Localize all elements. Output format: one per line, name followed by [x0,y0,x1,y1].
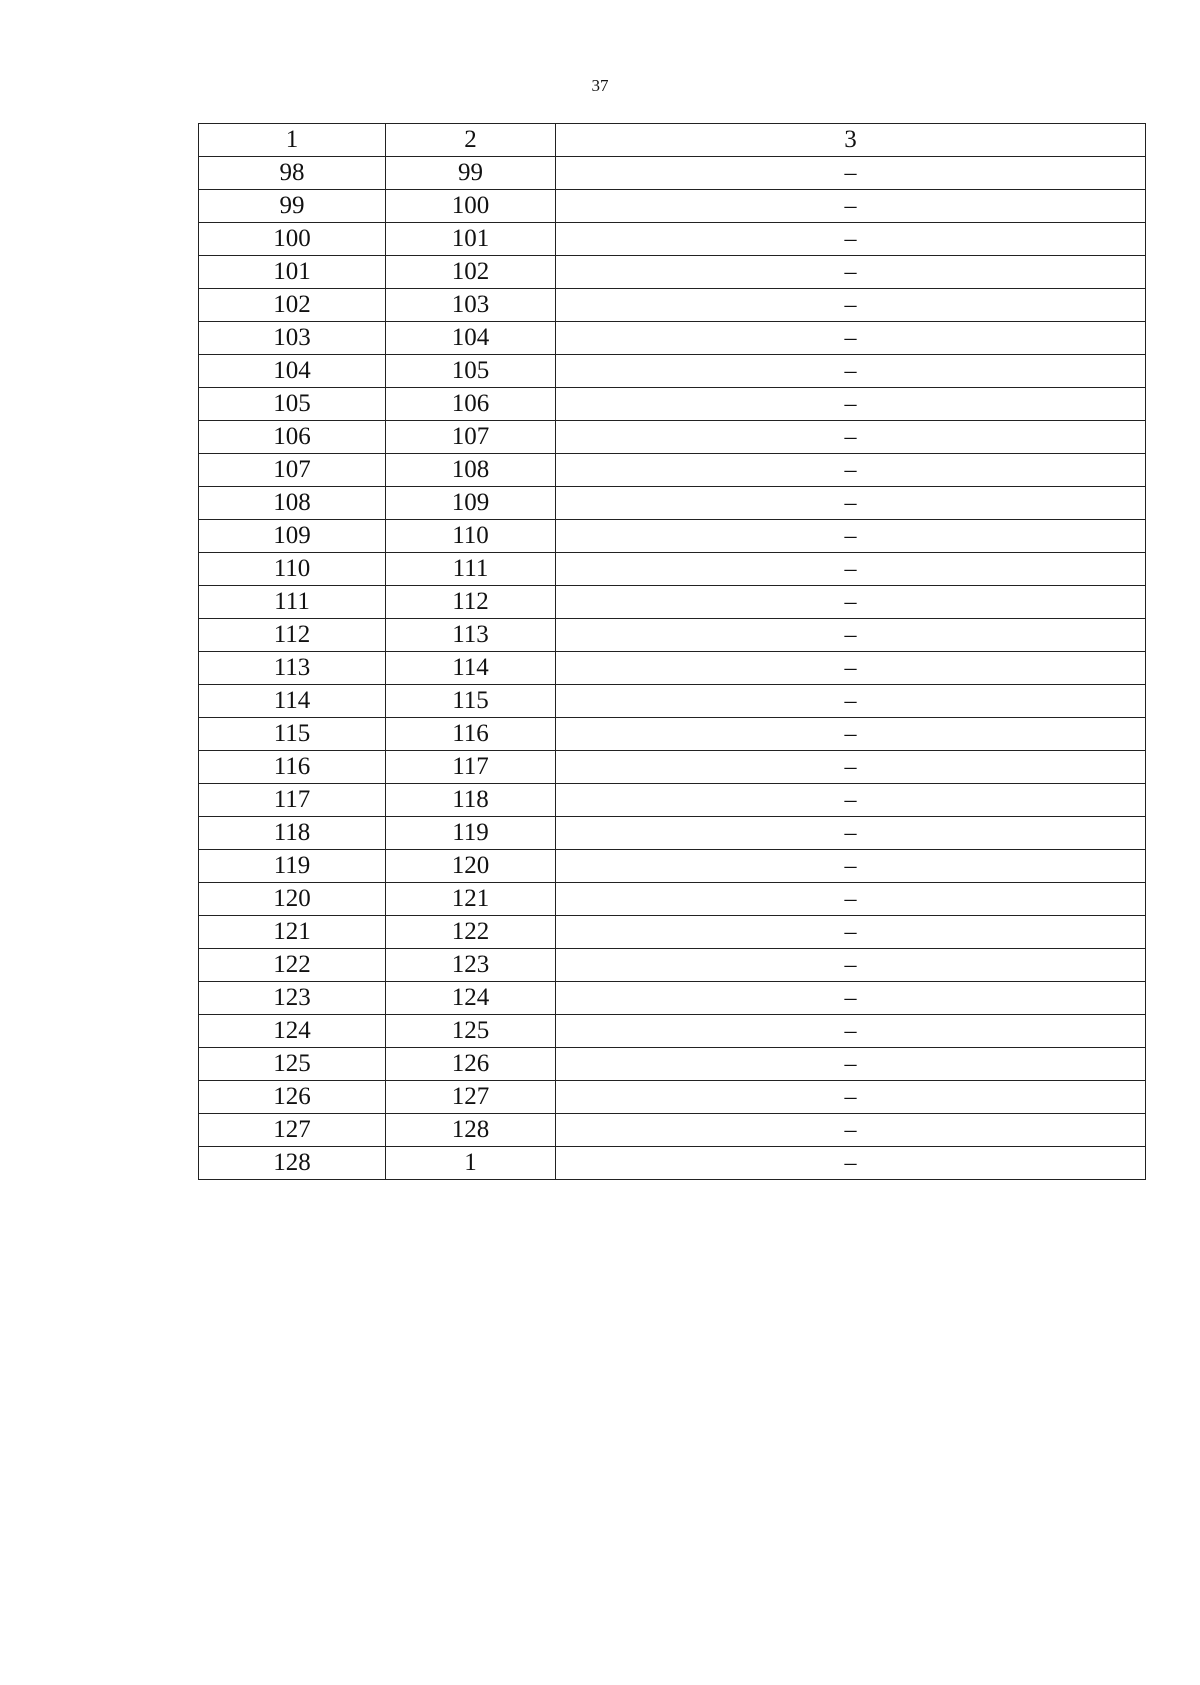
table-cell-col-3: – [556,421,1146,454]
table-cell-col-3: – [556,289,1146,322]
table-cell-col-1: 100 [199,223,386,256]
table-cell-col-3: – [556,1147,1146,1180]
table-cell-col-1: 103 [199,322,386,355]
table-cell-col-2: 112 [386,586,556,619]
table-cell-col-1: 118 [199,817,386,850]
table-cell-col-1: 105 [199,388,386,421]
table-cell-col-3: – [556,1048,1146,1081]
table-cell-col-1: 123 [199,982,386,1015]
table-row [199,1048,1146,1081]
table-cell-col-2: 107 [386,421,556,454]
table-cell-col-3: – [556,784,1146,817]
table-cell-col-1: 104 [199,355,386,388]
table-cell-col-1: 106 [199,421,386,454]
table-row [199,157,1146,190]
table-row [199,421,1146,454]
table-row [199,487,1146,520]
table-cell-col-1: 119 [199,850,386,883]
table-row [199,586,1146,619]
table-cell-col-2: 128 [386,1114,556,1147]
table-cell-col-1: 102 [199,289,386,322]
table-cell-col-2: 111 [386,553,556,586]
table-cell-col-1: 116 [199,751,386,784]
table-cell-col-3: – [556,190,1146,223]
table-cell-col-2: 116 [386,718,556,751]
table-cell-col-3: – [556,850,1146,883]
table-cell-col-1: 111 [199,586,386,619]
table-cell-col-3: – [556,619,1146,652]
table-cell-col-2: 101 [386,223,556,256]
table-cell-col-3: – [556,553,1146,586]
table-cell-col-1: 121 [199,916,386,949]
table-row [199,817,1146,850]
table-row [199,1015,1146,1048]
table-cell-col-2: 123 [386,949,556,982]
table-cell-col-3: – [556,256,1146,289]
column-header-2: 2 [386,124,556,157]
table-row [199,718,1146,751]
table-cell-col-2: 122 [386,916,556,949]
table-row [199,883,1146,916]
table-row [199,256,1146,289]
table-cell-col-1: 126 [199,1081,386,1114]
table-cell-col-2: 118 [386,784,556,817]
table-cell-col-3: – [556,685,1146,718]
table-row [199,916,1146,949]
table-cell-col-1: 125 [199,1048,386,1081]
table-cell-col-1: 107 [199,454,386,487]
table-row [199,289,1146,322]
table-cell-col-2: 115 [386,685,556,718]
table-cell-col-2: 99 [386,157,556,190]
table-cell-col-3: – [556,322,1146,355]
table-cell-col-3: – [556,751,1146,784]
table-row [199,223,1146,256]
table-cell-col-1: 122 [199,949,386,982]
table-body [199,157,1146,1180]
table-row [199,850,1146,883]
table-cell-col-2: 104 [386,322,556,355]
table-cell-col-2: 108 [386,454,556,487]
table-row [199,619,1146,652]
table-header-row [199,124,1146,157]
table-cell-col-3: – [556,1015,1146,1048]
table-cell-col-3: – [556,817,1146,850]
table-cell-col-3: – [556,586,1146,619]
table-row [199,553,1146,586]
table-row [199,355,1146,388]
table-cell-col-1: 128 [199,1147,386,1180]
table-cell-col-3: – [556,388,1146,421]
table-row [199,685,1146,718]
table-row [199,190,1146,223]
table-cell-col-3: – [556,1114,1146,1147]
table-cell-col-1: 108 [199,487,386,520]
column-header-1: 1 [199,124,386,157]
table-cell-col-3: – [556,355,1146,388]
table-row [199,949,1146,982]
table-cell-col-1: 99 [199,190,386,223]
table-cell-col-3: – [556,520,1146,553]
table-cell-col-1: 124 [199,1015,386,1048]
table-cell-col-2: 105 [386,355,556,388]
table-cell-col-2: 106 [386,388,556,421]
table-cell-col-2: 120 [386,850,556,883]
table-cell-col-1: 114 [199,685,386,718]
table-cell-col-3: – [556,982,1146,1015]
table-cell-col-1: 120 [199,883,386,916]
table-cell-col-1: 127 [199,1114,386,1147]
table-row [199,751,1146,784]
table-cell-col-1: 115 [199,718,386,751]
table-cell-col-2: 1 [386,1147,556,1180]
table-row [199,652,1146,685]
page-number: 37 [591,76,609,95]
table-cell-col-3: – [556,1081,1146,1114]
table-cell-col-2: 110 [386,520,556,553]
table-cell-col-3: – [556,487,1146,520]
table-cell-col-1: 109 [199,520,386,553]
table-cell-col-2: 109 [386,487,556,520]
table-row [199,1081,1146,1114]
table-cell-col-2: 126 [386,1048,556,1081]
table-cell-col-2: 125 [386,1015,556,1048]
table-row [199,1114,1146,1147]
table-row [199,784,1146,817]
table-cell-col-3: – [556,652,1146,685]
table-cell-col-1: 98 [199,157,386,190]
table-row [199,388,1146,421]
table-cell-col-2: 121 [386,883,556,916]
column-header-3: 3 [556,124,1146,157]
table-cell-col-2: 103 [386,289,556,322]
table-row [199,1147,1146,1180]
table-cell-col-3: – [556,718,1146,751]
table-row [199,520,1146,553]
table-cell-col-1: 101 [199,256,386,289]
table-cell-col-3: – [556,949,1146,982]
table-cell-col-3: – [556,157,1146,190]
table-cell-col-1: 113 [199,652,386,685]
table-cell-col-1: 110 [199,553,386,586]
data-table [198,123,1146,1180]
table-cell-col-1: 117 [199,784,386,817]
table-cell-col-2: 100 [386,190,556,223]
table-cell-col-2: 102 [386,256,556,289]
table-cell-col-3: – [556,454,1146,487]
table-row [199,322,1146,355]
table-cell-col-3: – [556,883,1146,916]
table-cell-col-2: 124 [386,982,556,1015]
table-cell-col-2: 113 [386,619,556,652]
table-cell-col-2: 114 [386,652,556,685]
table-cell-col-2: 119 [386,817,556,850]
table-row [199,982,1146,1015]
table-row [199,454,1146,487]
table-cell-col-3: – [556,916,1146,949]
table-cell-col-2: 117 [386,751,556,784]
table-cell-col-1: 112 [199,619,386,652]
table-header [199,124,1146,157]
table-cell-col-3: – [556,223,1146,256]
table-cell-col-2: 127 [386,1081,556,1114]
